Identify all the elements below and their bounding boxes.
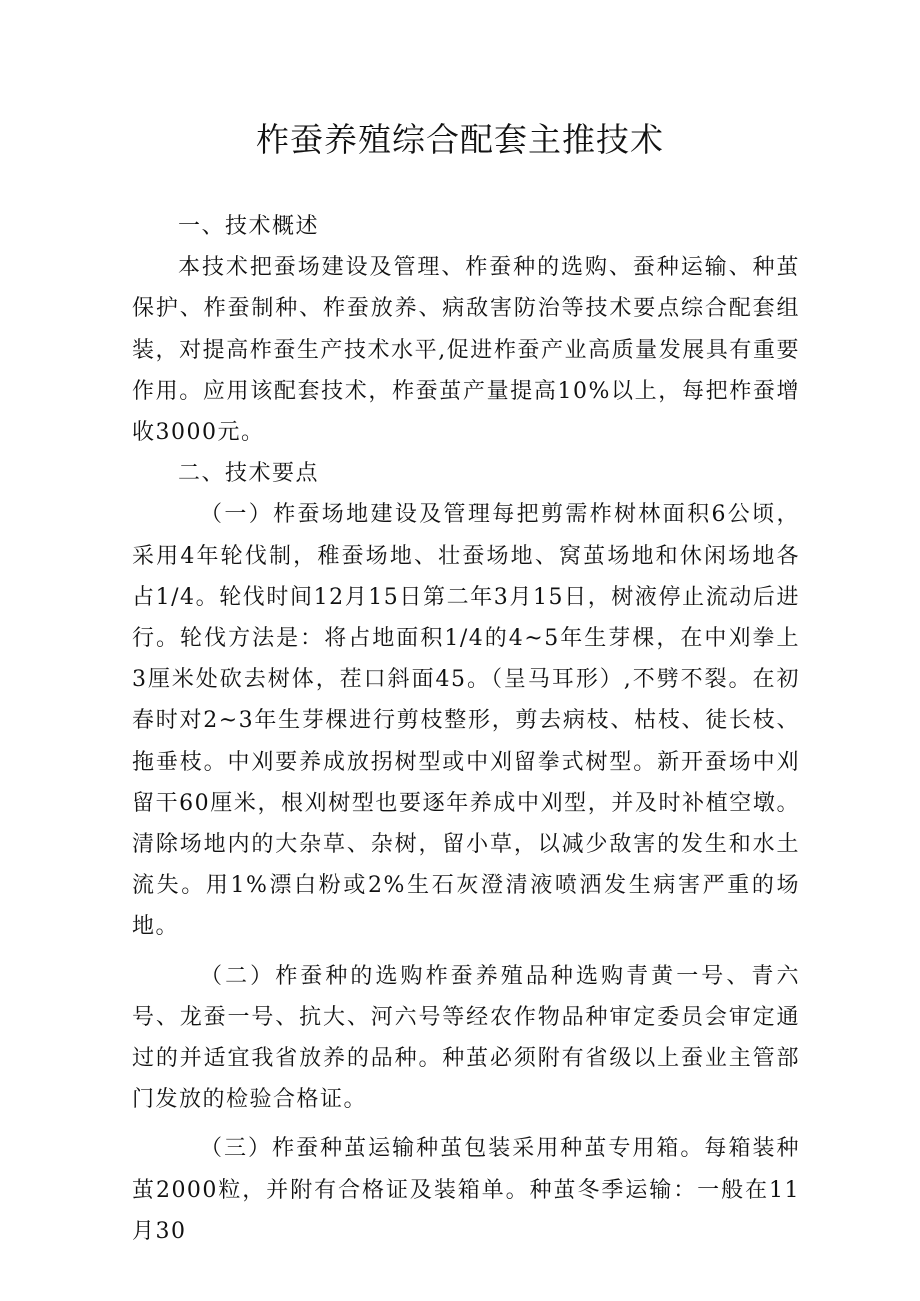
key-point-paragraph-seed-transport: （三）柞蚕种茧运输种茧包装采用种茧专用箱。每箱装种茧2000粒，并附有合格证及装箱单。种茧冬季运输：一般在11月30 bbox=[132, 1136, 800, 1244]
key-point-paragraph-site-management: （一）柞蚕场地建设及管理每把剪需柞树林面积6公顷，采用4年轮伐制，稚蚕场地、壮蚕场地、窝茧场地和休闲场地各占1/4。轮伐时间12月15日第二年3月15日，树液停止流动后进行。轮伐方法是：将占地面积1/4的4~5年生芽棵，在中刈拳上3厘米处砍去树体，茬口斜面45。（呈马耳形）,不劈不裂。在初春时对2~3年生芽棵进行剪枝整形，剪去病枝、枯枝、徒长枝、拖垂枝。中刈要养成放拐树型或中刈留拳式树型。新开蚕场中刈留干60厘米，根刈树型也要逐年养成中刈型，并及时补植空墩。清除场地内的大杂草、杂树，留小草，以减少敌害的发生和水土流失。用1%漂白粉或2%生石灰澄清液喷洒发生病害严重的场地。 bbox=[132, 502, 800, 940]
document-body bbox=[132, 206, 800, 1252]
section-heading-key-points: 二、技术要点 bbox=[178, 461, 320, 487]
key-point-paragraph-seed-selection: （二）柞蚕种的选购柞蚕养殖品种选购青黄一号、青六号、龙蚕一号、抗大、河六号等经农作物品种审定委员会审定通过的并适宜我省放养的品种。种茧必须附有省级以上蚕业主管部门发放的检验合格证。 bbox=[132, 963, 800, 1113]
section-heading-overview: 一、技术概述 bbox=[178, 214, 320, 239]
overview-paragraph: 本技术把蚕场建设及管理、柞蚕种的选购、蚕种运输、种茧保护、柞蚕制种、柞蚕放养、病敌害防治等技术要点综合配套组装，对提高柞蚕生产技术水平,促进柞蚕产业高质量发展具有重要作用。应用该配套技术，柞蚕茧产量提高10%以上，每把柞蚕增收3000元。 bbox=[132, 255, 800, 446]
document-title: 柞蚕养殖综合配套主推技术 bbox=[256, 120, 664, 159]
